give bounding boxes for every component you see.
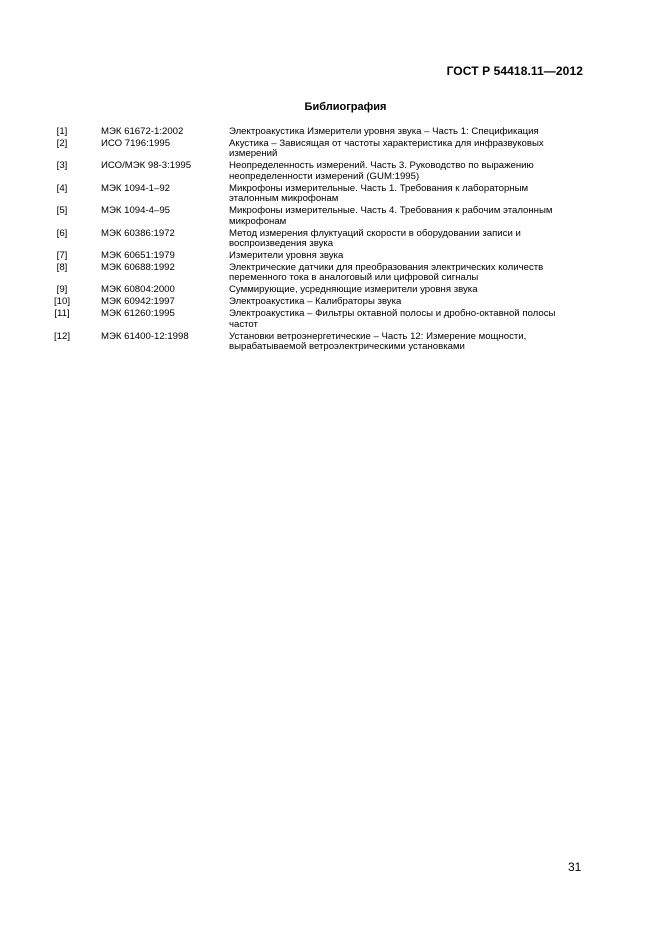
entry-description: Микрофоны измерительные. Часть 1. Требования к лабораторным эталонным микрофонам [229, 182, 529, 205]
entry-standard-code: МЭК 60688:1992 [101, 262, 175, 274]
entry-standard-code: МЭК 61260:1995 [101, 308, 175, 320]
entry-standard-code: ИСО/МЭК 98-3:1995 [101, 160, 192, 172]
bibliography-entry [52, 332, 592, 353]
entry-standard-code: МЭК 60651:1979 [101, 250, 175, 262]
entry-number: [12] [53, 330, 70, 342]
entry-number: [1] [56, 126, 68, 137]
entry-description: Микрофоны измерительные. Часть 4. Требования к рабочим эталонным микрофонам [229, 205, 553, 227]
entry-description: Суммирующие, усредняющие измерители уровня звука [229, 284, 478, 296]
entry-number: [9] [56, 284, 68, 296]
bibliography-entry [52, 206, 592, 227]
entry-standard-code: МЭК 60804:2000 [101, 284, 175, 296]
entry-standard-code: МЭК 1094-4–95 [101, 205, 171, 217]
bibliography-entry [52, 184, 592, 205]
entry-description: Электроакустика Измерители уровня звука – Часть 1: Спецификация [229, 126, 539, 137]
entry-number: [3] [56, 160, 68, 172]
entry-description: Установки ветроэнергетические – Часть 12: Измерение мощности, вырабатываемой ветроэлектрическими установками [229, 330, 527, 353]
bibliography-entry [52, 285, 592, 295]
entry-description: Неопределенность измерений. Часть 3. Руководство по выражению неопределенности измерений (GUM:1995) [229, 160, 534, 182]
entry-description: Электроакустика – Калибраторы звука [229, 296, 402, 308]
entry-number: [10] [53, 296, 70, 308]
bibliography-entry [52, 297, 592, 307]
entry-standard-code: МЭК 60386:1972 [101, 227, 175, 239]
entry-description: Электроакустика – Фильтры октавной полосы и дробно-октавной полосы частот [229, 308, 556, 330]
entry-standard-code: ИСО 7196:1995 [101, 138, 171, 149]
entry-standard-code: МЭК 60942:1997 [101, 296, 175, 308]
entry-number: [7] [56, 250, 68, 262]
bibliography-entry [52, 127, 592, 137]
entry-number: [11] [54, 308, 70, 320]
bibliography-entry [52, 263, 592, 284]
entry-number: [8] [56, 262, 68, 274]
entry-number: [6] [56, 227, 68, 239]
entry-number: [2] [56, 138, 68, 149]
entry-standard-code: МЭК 61400-12:1998 [101, 330, 189, 342]
entry-standard-code: МЭК 1094-1–92 [101, 182, 171, 194]
entry-standard-code: МЭК 61672-1:2002 [101, 126, 184, 137]
section-title: Библиография [304, 101, 387, 113]
bibliography-entry [52, 139, 592, 160]
bibliography-entry [52, 309, 592, 330]
document-id: ГОСТ Р 54418.11—2012 [446, 64, 583, 78]
entry-description: Измерители уровня звука [229, 250, 344, 262]
bibliography-entry [52, 161, 592, 182]
bibliography-entry [52, 229, 592, 250]
entry-description: Электрические датчики для преобразования электрических количеств переменного тока в аналоговый или цифровой сигналы [229, 262, 544, 284]
bibliography-list [52, 127, 592, 354]
entry-number: [5] [56, 205, 68, 217]
entry-number: [4] [56, 182, 68, 194]
entry-description: Акустика – Зависящая от частоты характеристика для инфразвуковых измерений [229, 138, 544, 160]
entry-description: Метод измерения флуктуаций скорости в оборудовании записи и воспроизведения звука [229, 227, 521, 250]
page-number: 31 [568, 860, 582, 874]
bibliography-entry [52, 251, 592, 261]
